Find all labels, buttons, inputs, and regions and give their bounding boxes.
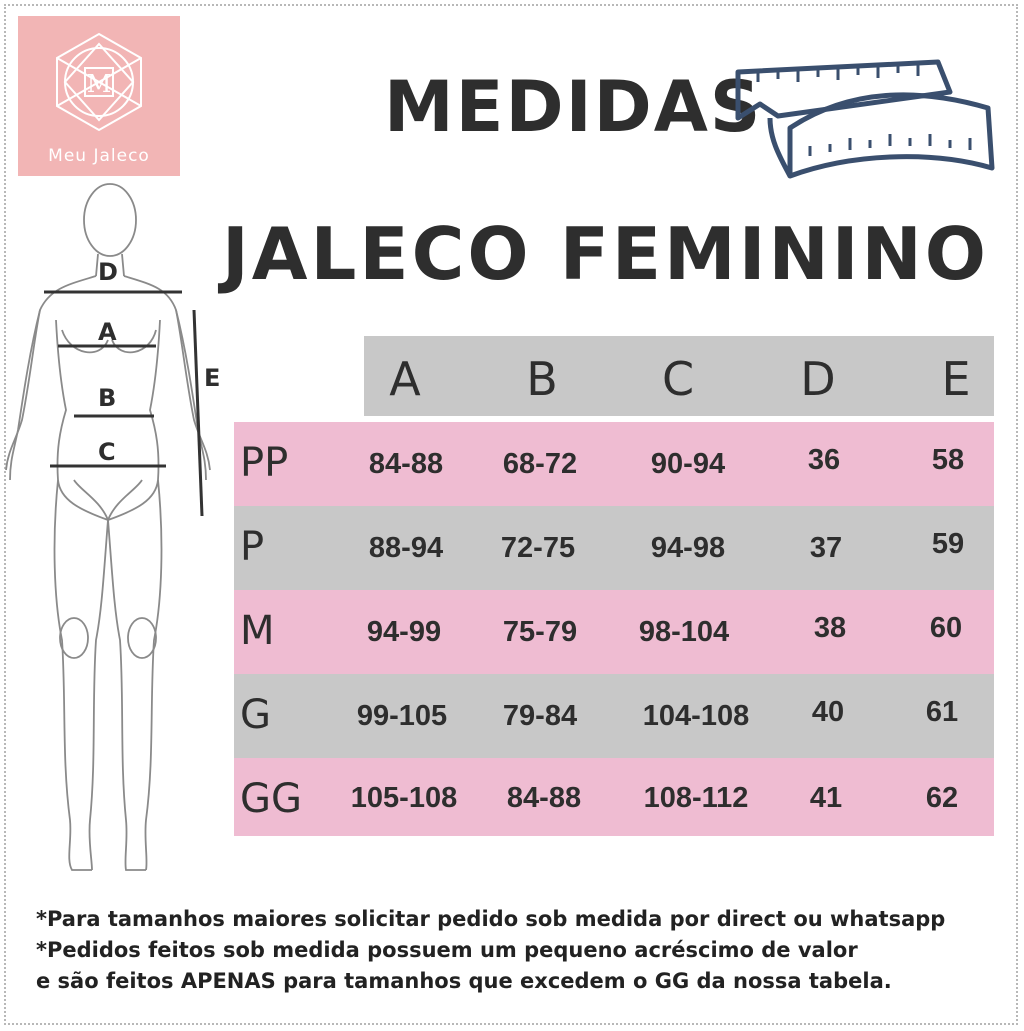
size-label: P xyxy=(240,524,265,570)
footnotes xyxy=(36,904,945,997)
table-cell: 59 xyxy=(931,528,965,560)
table-row xyxy=(234,758,994,836)
table-header-e: E xyxy=(941,352,971,406)
table-header-d: D xyxy=(800,352,836,406)
size-label: PP xyxy=(240,440,289,486)
table-cell: 60 xyxy=(929,612,963,644)
table-cell: 88-94 xyxy=(368,532,444,564)
figure-label-a: A xyxy=(98,318,117,346)
page-subtitle: JALECO FEMININO xyxy=(222,212,990,296)
table-row xyxy=(234,590,994,674)
table-cell: 75-79 xyxy=(502,616,578,648)
table-cell: 61 xyxy=(925,696,959,728)
table-cell: 41 xyxy=(809,782,843,814)
table-cell: 94-99 xyxy=(366,616,442,648)
table-cell: 36 xyxy=(807,444,841,476)
table-header-b: B xyxy=(526,352,558,406)
figure-label-d: D xyxy=(98,258,118,286)
footnote-line: e são feitos APENAS para tamanhos que excedem o GG da nossa tabela. xyxy=(36,969,892,993)
figure-label-c: C xyxy=(98,438,116,466)
table-cell: 90-94 xyxy=(650,448,726,480)
footnote-line: *Pedidos feitos sob medida possuem um pequeno acréscimo de valor xyxy=(36,938,858,962)
table-cell: 98-104 xyxy=(638,616,730,648)
size-label: M xyxy=(240,608,275,654)
table-row xyxy=(234,422,994,506)
footnote-line: *Para tamanhos maiores solicitar pedido sob medida por direct ou whatsapp xyxy=(36,907,946,931)
table-cell: 79-84 xyxy=(502,700,578,732)
table-cell: 38 xyxy=(813,612,847,644)
body-figure-illustration xyxy=(0,180,230,894)
table-cell: 108-112 xyxy=(643,782,749,814)
table-cell: 37 xyxy=(809,532,843,564)
table-cell: 72-75 xyxy=(500,532,576,564)
logo-text: Meu Jaleco xyxy=(48,146,150,166)
table-cell: 105-108 xyxy=(350,782,458,814)
brand-logo xyxy=(18,16,180,176)
table-header-c: C xyxy=(661,352,695,406)
logo-emblem-icon xyxy=(49,30,149,138)
logo-monogram: M xyxy=(86,70,112,98)
table-cell: 99-105 xyxy=(356,700,448,732)
table-cell: 84-88 xyxy=(506,782,582,814)
table-cell: 58 xyxy=(931,444,965,476)
size-label: G xyxy=(240,692,271,738)
table-cell: 62 xyxy=(925,782,959,814)
table-cell: 104-108 xyxy=(642,700,750,732)
table-cell: 68-72 xyxy=(502,448,578,480)
figure-label-b: B xyxy=(98,384,117,412)
table-cell: 40 xyxy=(811,696,845,728)
table-row xyxy=(234,506,994,590)
measuring-tape-icon xyxy=(730,58,1000,188)
table-cell: 84-88 xyxy=(368,448,444,480)
page-title: MEDIDAS xyxy=(384,66,763,148)
table-row xyxy=(234,674,994,758)
size-label: GG xyxy=(240,776,302,822)
figure-label-e: E xyxy=(204,364,221,392)
table-cell: 94-98 xyxy=(650,532,726,564)
table-header-a: A xyxy=(389,352,421,406)
